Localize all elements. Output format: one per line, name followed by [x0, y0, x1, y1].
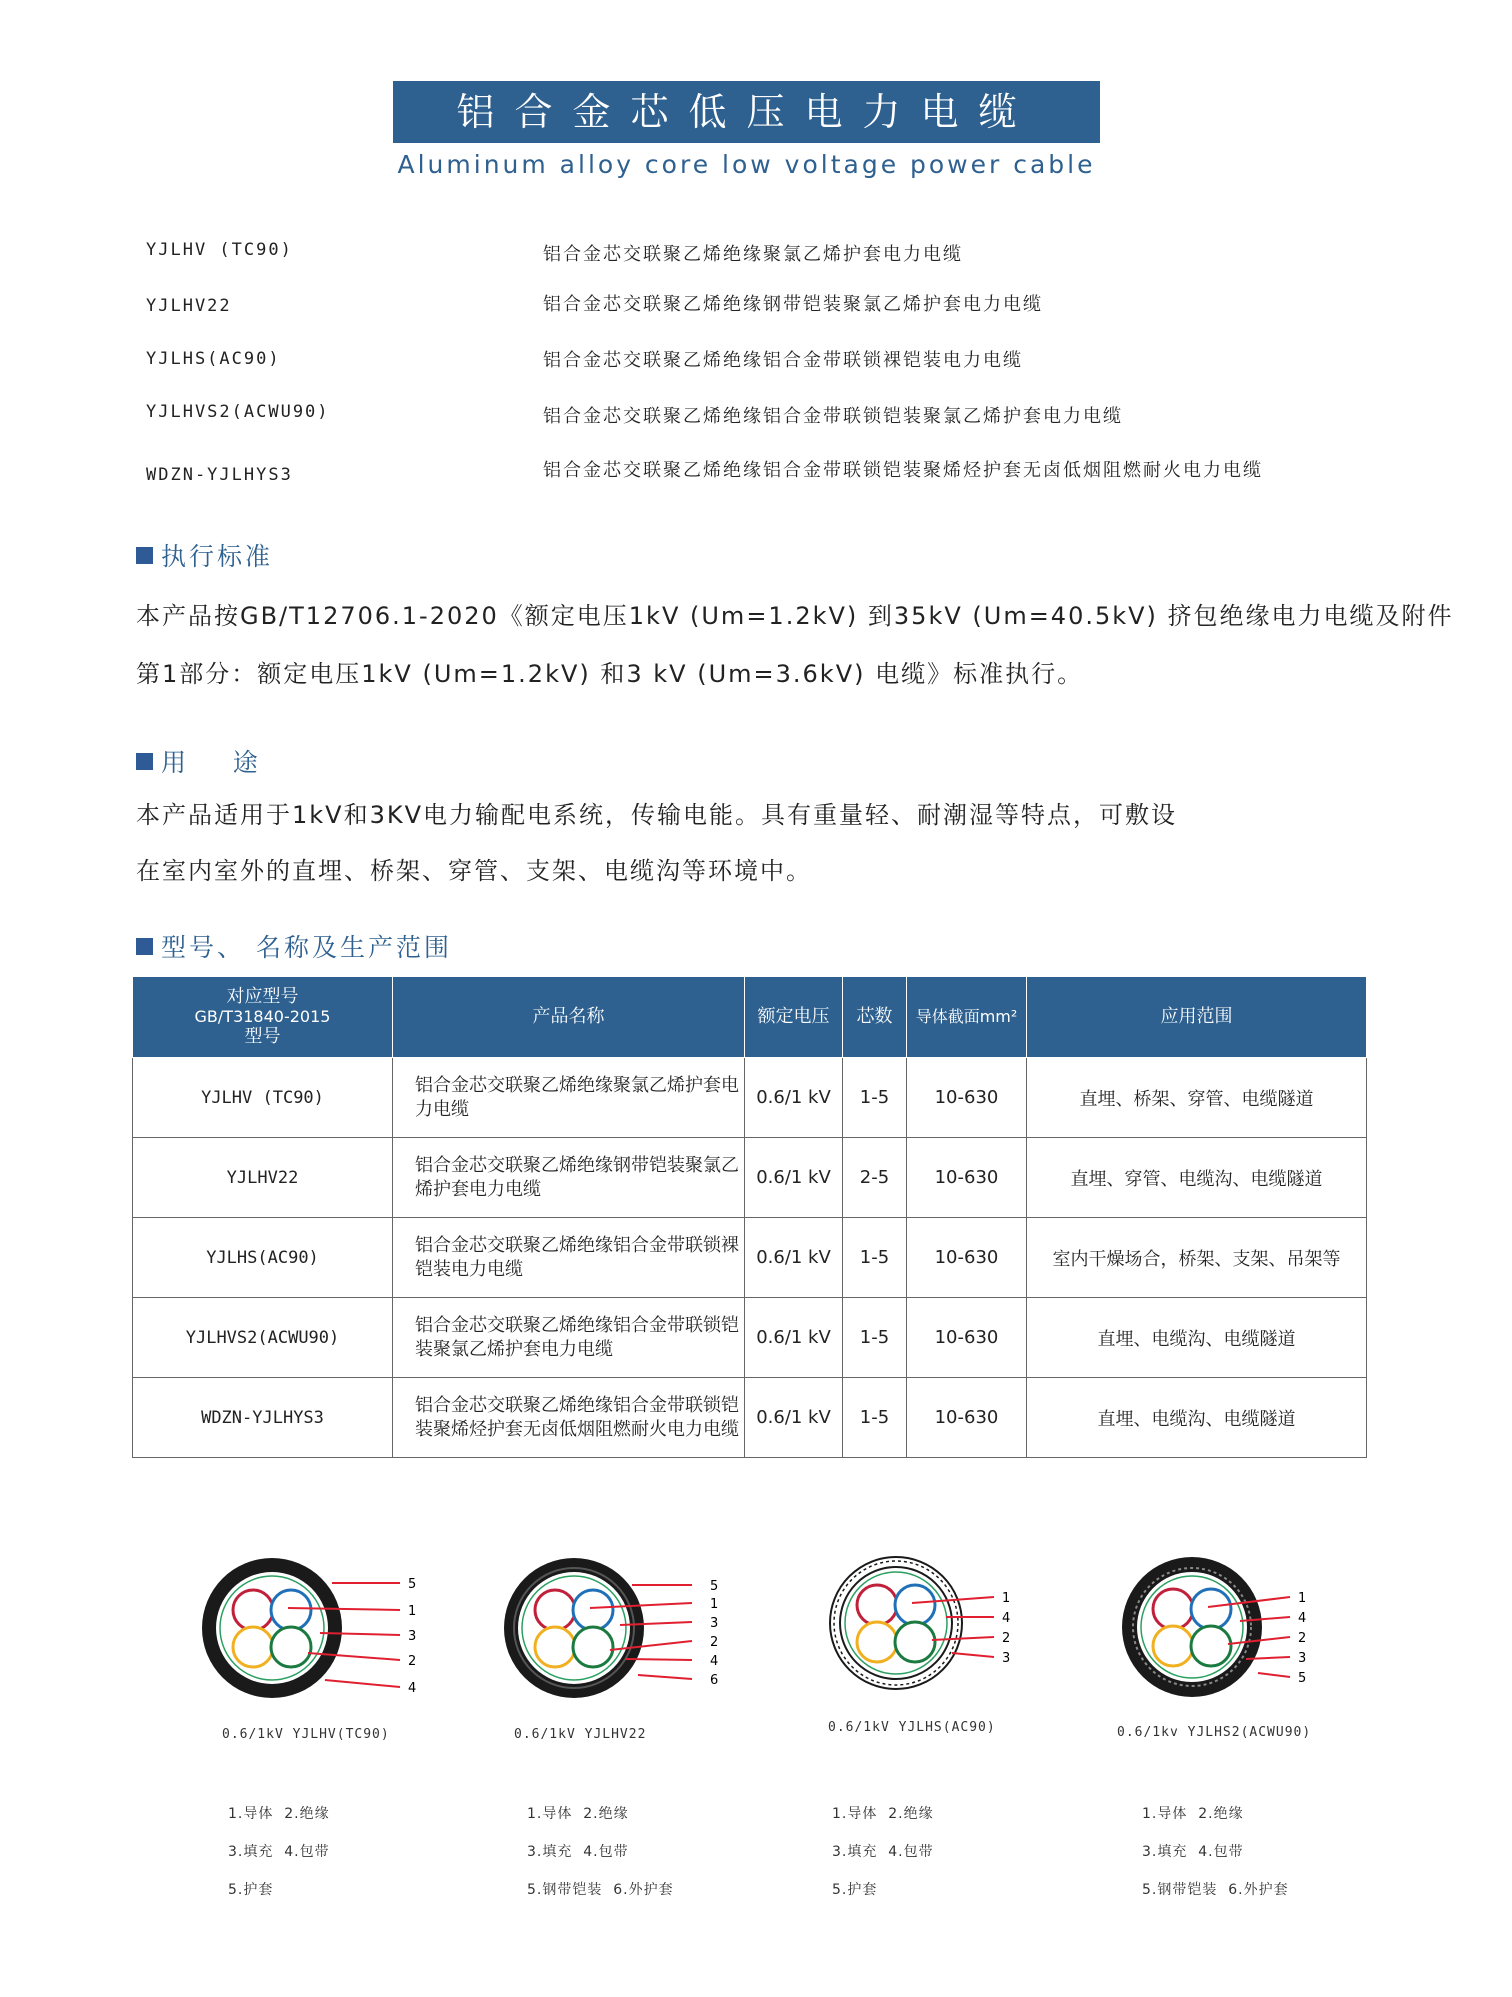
- cable-cross-section-diagram: [824, 1555, 1064, 1705]
- filler-shape: [1137, 1572, 1247, 1682]
- model-code: YJLHV (TC90): [146, 240, 293, 260]
- cell-application: 直埋、桥架、穿管、电缆隧道: [1027, 1058, 1367, 1138]
- label-4: 4: [1298, 1611, 1307, 1626]
- core-yellow-shape: [857, 1622, 897, 1662]
- usage-text-line1: 本产品适用于1kV和3KV电力输配电系统，传输电能。具有重量轻、耐潮湿等特点，可敷设: [136, 801, 1178, 829]
- cell-application: 室内干燥场合，桥架、支架、吊架等: [1027, 1218, 1367, 1298]
- cell-model: YJLHVS2(ACWU90): [133, 1298, 393, 1378]
- table-row: [133, 1378, 1367, 1458]
- legend-line: 3.填充 4.包带: [527, 1844, 629, 1860]
- label-3: 3: [710, 1616, 719, 1631]
- wrap-tape-shape: [845, 1572, 947, 1674]
- legend-line: 1.导体 2.绝缘: [527, 1806, 629, 1822]
- model-code: YJLHS(AC90): [146, 349, 281, 369]
- page-title: 铝合金芯低压电力电缆: [393, 81, 1100, 143]
- table-row: [133, 1138, 1367, 1218]
- section-heading-range: 型号、 名称及生产范围: [136, 928, 452, 964]
- header-name: 产品名称: [393, 977, 745, 1058]
- armor-outer-shape: [830, 1557, 962, 1689]
- label-5: 5: [1298, 1671, 1307, 1686]
- model-code: YJLHVS2(ACWU90): [146, 402, 330, 422]
- label-4: 4: [1002, 1611, 1011, 1626]
- core-red-shape: [535, 1590, 575, 1630]
- filler-shape: [216, 1572, 328, 1684]
- label-5: 5: [710, 1579, 719, 1594]
- label-1: 1: [408, 1604, 417, 1619]
- square-bullet-icon: [136, 938, 153, 955]
- label-1: 1: [1298, 1591, 1307, 1606]
- header-section: 导体截面mm²: [907, 977, 1027, 1058]
- core-red-shape: [857, 1585, 897, 1625]
- cell-model: YJLHV22: [133, 1138, 393, 1218]
- label-2: 2: [1298, 1631, 1307, 1646]
- cell-voltage: 0.6/1 kV: [745, 1058, 843, 1138]
- diagram-caption: 0.6/1kV YJLHS(AC90): [828, 1720, 996, 1735]
- core-green-shape: [1191, 1626, 1231, 1666]
- label-4: 4: [408, 1681, 417, 1696]
- header-application: 应用范围: [1027, 977, 1367, 1058]
- model-desc: 铝合金芯交联聚乙烯绝缘钢带铠装聚氯乙烯护套电力电缆: [543, 294, 1043, 315]
- label-3: 3: [408, 1629, 417, 1644]
- legend-line: 5.护套: [832, 1882, 878, 1898]
- core-green-shape: [895, 1622, 935, 1662]
- core-green-shape: [271, 1627, 311, 1667]
- spec-table: [132, 976, 1367, 1458]
- core-red-shape: [1153, 1589, 1193, 1629]
- label-2: 2: [710, 1635, 719, 1650]
- cell-voltage: 0.6/1 kV: [745, 1218, 843, 1298]
- square-bullet-icon: [136, 547, 153, 564]
- usage-text-line2: 在室内室外的直埋、桥架、穿管、支架、电缆沟等环境中。: [136, 857, 812, 885]
- cell-application: 直埋、电缆沟、电缆隧道: [1027, 1298, 1367, 1378]
- header-voltage: 额定电压: [745, 977, 843, 1058]
- interlock-armor-shape: [834, 1561, 958, 1685]
- cell-model: YJLHV (TC90): [133, 1058, 393, 1138]
- standard-text-line2: 第1部分：额定电压1kV (Um=1.2kV) 和3 kV (Um=3.6kV) 电缆》标准执行。: [136, 660, 1084, 688]
- legend-line: 3.填充 4.包带: [228, 1844, 330, 1860]
- core-green-shape: [573, 1627, 613, 1667]
- core-blue-shape: [1191, 1589, 1231, 1629]
- legend-line: 1.导体 2.绝缘: [228, 1806, 330, 1822]
- model-desc: 铝合金芯交联聚乙烯绝缘铝合金带联锁铠装聚氯乙烯护套电力电缆: [543, 406, 1123, 427]
- legend-line: 1.导体 2.绝缘: [832, 1806, 934, 1822]
- cell-name: 铝合金芯交联聚乙烯绝缘铝合金带联锁铠装聚烯烃护套无卤低烟阻燃耐火电力电缆: [393, 1378, 745, 1458]
- core-yellow-shape: [233, 1627, 273, 1667]
- diagram-caption: 0.6/1kV YJLHV(TC90): [222, 1727, 390, 1742]
- legend-line: 5.钢带铠装 6.外护套: [1142, 1882, 1289, 1898]
- label-2: 2: [1002, 1631, 1011, 1646]
- cell-voltage: 0.6/1 kV: [745, 1378, 843, 1458]
- section-heading-standard: 执行标准: [136, 537, 273, 573]
- label-6: 6: [710, 1673, 719, 1688]
- core-yellow-shape: [535, 1627, 575, 1667]
- armor-inner-shape: [840, 1567, 952, 1679]
- diagram-caption: 0.6/1kv YJLHS2(ACWU90): [1117, 1725, 1312, 1740]
- page-subtitle: Aluminum alloy core low voltage power cable: [397, 150, 1096, 179]
- model-desc: 铝合金芯交联聚乙烯绝缘聚氯乙烯护套电力电缆: [543, 244, 963, 265]
- cell-name: 铝合金芯交联聚乙烯绝缘铝合金带联锁铠装聚氯乙烯护套电力电缆: [393, 1298, 745, 1378]
- square-bullet-icon: [136, 753, 153, 770]
- cable-cross-section-diagram: [1120, 1555, 1360, 1705]
- diagram-caption: 0.6/1kV YJLHV22: [514, 1727, 647, 1742]
- cell-cores: 2-5: [843, 1138, 907, 1218]
- core-blue-shape: [895, 1585, 935, 1625]
- cell-application: 直埋、电缆沟、电缆隧道: [1027, 1378, 1367, 1458]
- label-5: 5: [408, 1577, 417, 1592]
- cell-section: 10-630: [907, 1218, 1027, 1298]
- cell-voltage: 0.6/1 kV: [745, 1138, 843, 1218]
- cell-model: YJLHS(AC90): [133, 1218, 393, 1298]
- legend-line: 5.护套: [228, 1882, 274, 1898]
- label-3: 3: [1298, 1651, 1307, 1666]
- cell-section: 10-630: [907, 1298, 1027, 1378]
- model-desc: 铝合金芯交联聚乙烯绝缘铝合金带联锁铠装聚烯烃护套无卤低烟阻燃耐火电力电缆: [543, 460, 1263, 481]
- legend-line: 5.钢带铠装 6.外护套: [527, 1882, 674, 1898]
- table-row: [133, 1298, 1367, 1378]
- table-header-row: [133, 977, 1367, 1058]
- core-red-shape: [233, 1590, 273, 1630]
- cell-voltage: 0.6/1 kV: [745, 1298, 843, 1378]
- label-2: 2: [408, 1654, 417, 1669]
- cell-section: 10-630: [907, 1138, 1027, 1218]
- cable-cross-section-diagram: [502, 1555, 742, 1705]
- core-yellow-shape: [1153, 1626, 1193, 1666]
- cell-name: 铝合金芯交联聚乙烯绝缘聚氯乙烯护套电力电缆: [393, 1058, 745, 1138]
- model-desc: 铝合金芯交联聚乙烯绝缘铝合金带联锁裸铠装电力电缆: [543, 350, 1023, 371]
- core-blue-shape: [573, 1590, 613, 1630]
- header-model: 对应型号 GB/T31840-2015 型号: [133, 977, 393, 1058]
- label-3: 3: [1002, 1651, 1011, 1666]
- label-1: 1: [1002, 1591, 1011, 1606]
- cell-model: WDZN-YJLHYS3: [133, 1378, 393, 1458]
- cell-cores: 1-5: [843, 1058, 907, 1138]
- cell-application: 直埋、穿管、电缆沟、电缆隧道: [1027, 1138, 1367, 1218]
- cell-cores: 1-5: [843, 1218, 907, 1298]
- model-code: WDZN-YJLHYS3: [146, 465, 293, 485]
- standard-text-line1: 本产品按GB/T12706.1-2020《额定电压1kV (Um=1.2kV) 到35kV (Um=40.5kV) 挤包绝缘电力电缆及附件: [136, 602, 1454, 630]
- label-4: 4: [710, 1654, 719, 1669]
- legend-line: 1.导体 2.绝缘: [1142, 1806, 1244, 1822]
- label-1: 1: [710, 1597, 719, 1612]
- section-heading-usage: 用 途: [136, 743, 261, 779]
- cell-name: 铝合金芯交联聚乙烯绝缘钢带铠装聚氯乙烯护套电力电缆: [393, 1138, 745, 1218]
- filler-shape: [518, 1572, 630, 1684]
- header-cores: 芯数: [843, 977, 907, 1058]
- legend-line: 3.填充 4.包带: [832, 1844, 934, 1860]
- model-code: YJLHV22: [146, 296, 232, 316]
- cell-cores: 1-5: [843, 1298, 907, 1378]
- cell-section: 10-630: [907, 1378, 1027, 1458]
- legend-line: 3.填充 4.包带: [1142, 1844, 1244, 1860]
- table-row: [133, 1058, 1367, 1138]
- cell-cores: 1-5: [843, 1378, 907, 1458]
- cable-cross-section-diagram: [200, 1555, 440, 1705]
- core-blue-shape: [271, 1590, 311, 1630]
- cell-section: 10-630: [907, 1058, 1027, 1138]
- cell-name: 铝合金芯交联聚乙烯绝缘铝合金带联锁裸铠装电力电缆: [393, 1218, 745, 1298]
- table-row: [133, 1218, 1367, 1298]
